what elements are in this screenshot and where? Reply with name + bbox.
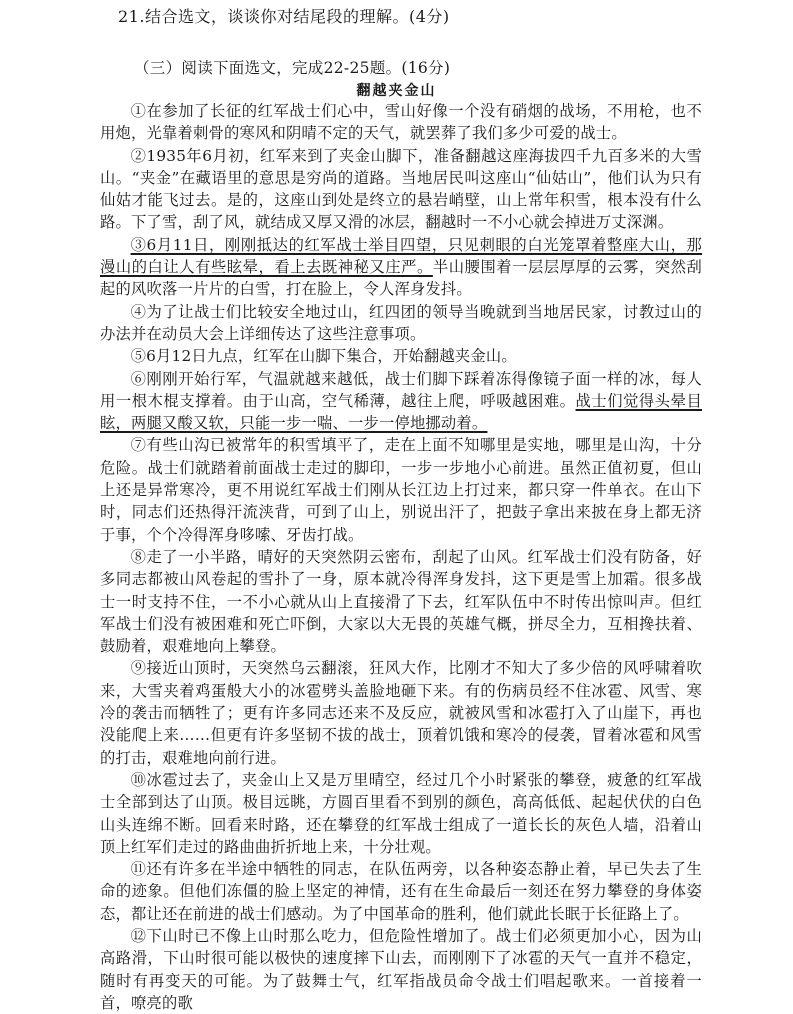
paragraph-text: 半山腰围着一层层厚厚的云雾，突然刮起的风吹落一片片的白雪，打在脸上，令人浑身发抖。	[100, 258, 703, 299]
paragraph-3	[100, 234, 702, 301]
paragraph-8	[100, 546, 702, 657]
paragraph-text: ⑩冰雹过去了，夹金山上又是万里晴空，经过几个小时紧张的攀登，疲惫的红军战士全部到达了山顶。极目远眺，方圆百里看不到别的颜色，高高低低、起起伏伏的白色山头连绵不断。回看来时路，还在攀登的红军战士组成了一道长长的灰色人墙，沿着山顶上红军们走过的路曲曲折折地上来，十分壮观。	[100, 770, 702, 856]
underlined-sentence: ③6月11日，刚刚抵达的红军战士举目四望，只见刺眼的白光笼罩着整座大山，那漫山的白让人有些眩晕，看上去既神秘又庄严。	[100, 235, 702, 277]
paragraph-2	[100, 145, 702, 234]
paragraph-4	[100, 301, 702, 346]
paragraph-text: ⑧走了一小半路，晴好的天突然阴云密布，刮起了山风。红军战士们没有防备，好多同志都被山风卷起的雪扑了一身，原本就冷得浑身发抖，这下更是雪上加霜。很多战士一时支持不住，一不小心就从山上直接滑了下去，红军队伍中不时传出惊叫声。但红军战士们没有被困难和死亡吓倒，大家以大无畏的英雄气概，拼尽全力，互相搀扶着、鼓励着，艰难地向上攀登。	[100, 547, 702, 656]
underlined-sentence: 战士们觉得头晕目眩，两腿又酸又软，只能一步一喘、一步一停地挪动着。	[100, 391, 702, 433]
paragraph-10	[100, 769, 702, 858]
section-header: （三）阅读下面选文，完成22-25题。(16分)	[134, 59, 451, 77]
paragraph-11	[100, 858, 702, 925]
paragraph-12	[100, 925, 702, 1014]
paragraph-1	[100, 100, 702, 145]
paragraph-5	[100, 345, 702, 367]
paragraph-9	[100, 657, 702, 768]
paragraph-7	[100, 434, 702, 545]
paragraph-6	[100, 368, 702, 435]
paragraph-text: ⑨接近山顶时，天突然乌云翻滚，狂风大作，比刚才不知大了多少倍的风呼啸着吹来，大雪夹着鸡蛋般大小的冰雹劈头盖脸地砸下来。有的伤病员经不住冰雹、风雪、寒冷的袭击而牺牲了；更有许多同志还来不及反应，就被风雪和冰雹打入了山崖下，再也没能爬上来……但更有许多坚韧不拔的战士，顶着饥饿和寒冷的侵袭，冒着冰雹和风雪的打击，艰难地向前行进。	[100, 659, 702, 767]
paragraph-text: ⑥刚刚开始行军，气温就越来越低，战士们脚下踩着冻得像镜子面一样的冰，每人用一根木棍支撑着。由于山高，空气稀薄，越往上爬，呼吸越困难。	[100, 369, 702, 410]
paragraph-text: ⑪还有许多在半途中牺牲的同志，在队伍两旁，以各种姿态静止着，早已失去了生命的迹象。但他们冻僵的脸上坚定的神情，还有在生命最后一刻还在努力攀登的身体姿态，都让还在前进的战士们感动。为了中国革命的胜利，他们就此长眠于长征路上了。	[100, 860, 702, 923]
passage-body	[100, 100, 702, 1014]
paragraph-text: ⑤6月12日九点，红军在山脚下集合，开始翻越夹金山。	[130, 347, 517, 366]
paragraph-text: ②1935年6月初，红军来到了夹金山脚下，准备翻越这座海拔四千九百多米的大雪山。“夹金”在藏语里的意思是穷尚的道路。当地居民叫这座山“仙姑山”，他们认为只有仙姑才能飞过去。是的，这座山到处是终立的悬岩峭壁，山上常年积雪，根本没有什么路。下了雪，刮了风，就结成又厚又滑的冰层，翻越时一不小心就会掉进万丈深渊。	[100, 146, 702, 232]
paragraph-text: ①在参加了长征的红军战士们心中，雪山好像一个没有硝烟的战场，不用枪，也不用炮，光靠着刺骨的寒风和阴晴不定的天气，就罢葬了我们多少可爱的战士。	[100, 102, 702, 143]
passage-title: 翻越夹金山	[356, 83, 437, 99]
paragraph-text: ④为了让战士们比较安全地过山，红四团的领导当晚就到当地居民家，讨教过山的办法并在动员大会上详细传达了这些注意事项。	[100, 302, 702, 343]
paragraph-text: ⑦有些山沟已被常年的积雪填平了，走在上面不知哪里是实地，哪里是山沟，十分危险。战士们就踏着前面战士走过的脚印，一步一步地小心前进。虽然正值初夏，但山上还是异常寒冷，更不用说红军战士们刚从长江边上打过来，都只穿一件单衣。在山下时，同志们还热得汗流浃背，可到了山上，别说出汗了，把鼓子拿出来披在身上都无济于事，个个冷得浑身哆嗦、牙齿打战。	[100, 436, 702, 544]
paragraph-text: ⑫下山时已不像上山时那么吃力，但危险性增加了。战士们必须更加小心，因为山高路滑，下山时很可能以极快的速度摔下山去，而刚刚下了冰雹的天气一直并不稳定，随时有再变天的可能。为了鼓舞士气，红军指战员命令战士们唱起歌来。一首接着一首，嘹亮的歌	[100, 926, 702, 1012]
question-21: 21.结合选文，谈谈你对结尾段的理解。(4分)	[118, 7, 450, 26]
